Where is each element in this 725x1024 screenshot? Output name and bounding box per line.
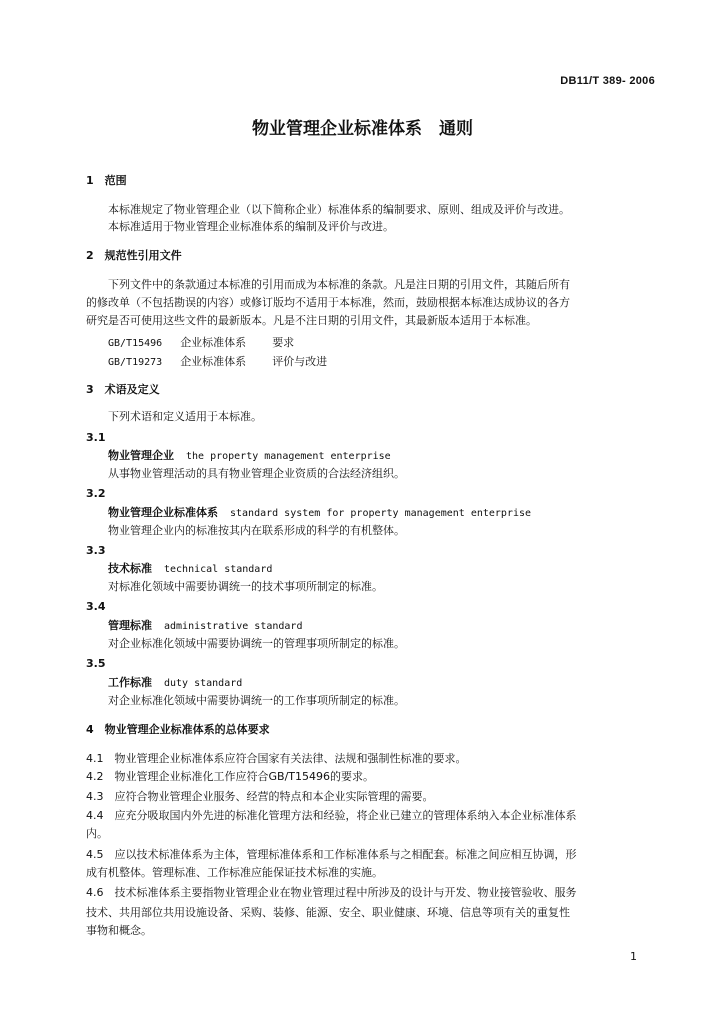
reference-part: 要求 [272,336,295,349]
section-3-intro: 下列术语和定义适用于本标准。 [108,410,262,423]
clause-4-2: 4.2 物业管理企业标准化工作应符合GB/T15496的要求。 [86,770,374,783]
clause-4-6: 事物和概念。 [86,924,152,937]
term-number: 3.1 [86,431,106,444]
clause-4-5: 成有机整体。管理标准、工作标准应能保证技术标准的实施。 [86,866,383,879]
section-2-heading: 2 规范性引用文件 [86,249,182,262]
section-1-heading: 1 范围 [86,174,127,187]
clause-4-1: 4.1 物业管理企业标准体系应符合国家有关法律、法规和强制性标准的要求。 [86,752,467,765]
clause-4-3: 4.3 应符合物业管理企业服务、经营的特点和本企业实际管理的需要。 [86,790,434,803]
term-heading [108,676,242,691]
section-2-paragraph: 的修改单（不包括勘误的内容）或修订版均不适用于本标准，然而，鼓励根据本标准达成协议的各方 [86,296,570,309]
reference-row [108,336,294,351]
term-cn: 工作标准 [108,676,152,689]
section-2-paragraph: 研究是否可使用这些文件的最新版本。凡是不注日期的引用文件，其最新版本适用于本标准。 [86,314,537,327]
term-en: technical standard [164,564,273,575]
standard-code: DB11/T 389- 2006 [560,75,655,87]
term-definition: 从事物业管理活动的具有物业管理企业资质的合法经济组织。 [108,467,405,480]
reference-part: 评价与改进 [272,355,328,368]
reference-name: 企业标准体系 [180,336,247,349]
clause-4-4: 内。 [86,827,108,840]
term-heading [108,562,272,577]
term-number: 3.2 [86,487,106,500]
clause-4-6: 4.6 技术标准体系主要指物业管理企业在物业管理过程中所涉及的设计与开发、物业接管验收、服务 [86,886,577,899]
term-number: 3.3 [86,544,106,557]
reference-code: GB/T15496 [108,338,163,349]
term-cn: 技术标准 [108,562,152,575]
section-4-heading: 4 物业管理企业标准体系的总体要求 [86,723,270,736]
page-number: 1 [630,950,637,963]
reference-row [108,355,327,370]
term-definition: 对企业标准化领域中需要协调统一的管理事项所制定的标准。 [108,637,405,650]
clause-4-6: 技术、共用部位共用设施设备、采购、装修、能源、安全、职业健康、环境、信息等项有关的重复性 [86,906,570,919]
term-en: standard system for property management enterprise [230,508,532,519]
term-heading [108,506,531,521]
term-heading [108,619,302,634]
term-en: administrative standard [164,621,303,632]
term-cn: 物业管理企业标准体系 [108,506,218,519]
term-en: duty standard [164,678,243,689]
term-definition: 对企业标准化领域中需要协调统一的工作事项所制定的标准。 [108,694,405,707]
term-cn: 管理标准 [108,619,152,632]
document-title: 物业管理企业标准体系 通则 [252,119,473,139]
term-number: 3.5 [86,657,106,670]
term-definition: 对标准化领域中需要协调统一的技术事项所制定的标准。 [108,580,383,593]
section-1-paragraph: 本标准规定了物业管理企业（以下简称企业）标准体系的编制要求、原则、组成及评价与改进。 [108,203,570,216]
section-2-paragraph: 下列文件中的条款通过本标准的引用而成为本标准的条款。凡是注日期的引用文件，其随后所有 [108,278,570,291]
clause-4-4: 4.4 应充分吸取国内外先进的标准化管理方法和经验，将企业已建立的管理体系纳入本企业标准体系 [86,809,577,822]
term-number: 3.4 [86,600,106,613]
section-1-paragraph: 本标准适用于物业管理企业标准体系的编制及评价与改进。 [108,220,394,233]
section-3-heading: 3 术语及定义 [86,383,160,396]
term-definition: 物业管理企业内的标准按其内在联系形成的科学的有机整体。 [108,524,405,537]
reference-code: GB/T19273 [108,357,163,368]
clause-4-5: 4.5 应以技术标准体系为主体，管理标准体系和工作标准体系与之相配套。标准之间应相互协调，形 [86,848,577,861]
term-en: the property management enterprise [186,451,391,462]
reference-name: 企业标准体系 [180,355,247,368]
term-cn: 物业管理企业 [108,449,174,462]
term-heading [108,449,391,464]
